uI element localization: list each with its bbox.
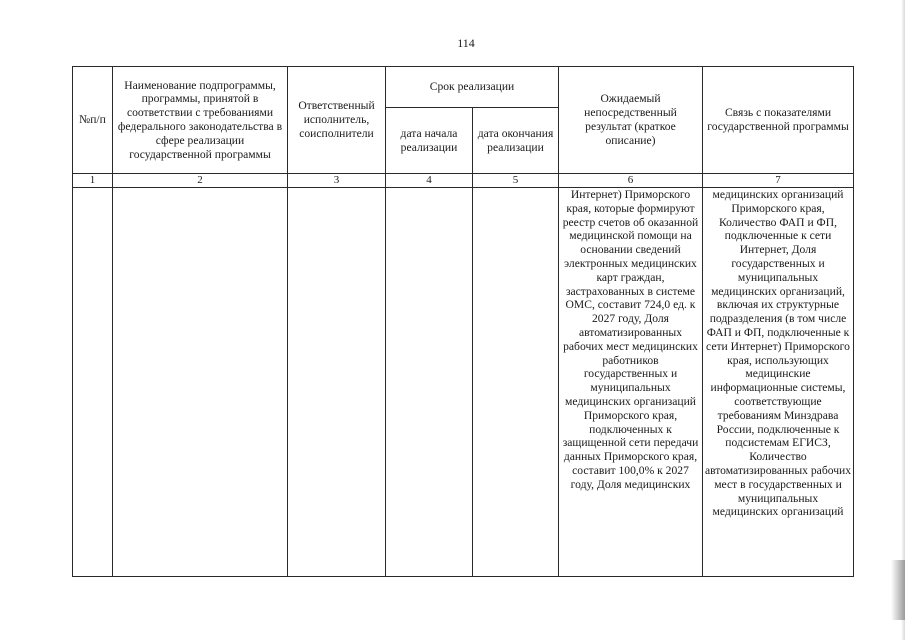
cell-responsible — [288, 188, 386, 577]
header-row — [73, 67, 854, 108]
scan-edge — [901, 0, 905, 640]
cell-start-date — [386, 188, 473, 577]
page-number: 114 — [457, 36, 475, 50]
header-end-date: дата окончания реализации — [473, 108, 559, 174]
header-responsible: Ответственный исполнитель, соисполнители — [288, 67, 386, 174]
column-number: 2 — [113, 174, 288, 188]
cell-program-name — [113, 188, 288, 577]
cell-expected-result: Интернет) Приморского края, которые формируют реестр счетов об оказанной медицинской помощи на основании сведений электронных медицинских карт граждан, застрахованных в системе ОМС, составит 724,0 ед. к 2027 году, Доля автоматизированных рабочих мест медицинских работников государственных и муниципальных медицинских организаций Приморского края, подключенных к защищенной сети передачи данных Приморского края, составит 100,0% к 2027 году, Доля медицинских — [559, 188, 703, 577]
cell-indicators-link: медицинских организаций Приморского края, Количество ФАП и ФП, подключенные к сети Интернет, Доля государственных и муниципальных медицинских организаций, включая их структурные подразделения (в том числе ФАП и ФП, подключенные к сети Интернет) Приморского края, использующих медицинские информационные системы, соответствующие требованиям Минздрава России, подключенные к подсистемам ЕГИСЗ, Количество автоматизированных рабочих мест в государственных и муниципальных медицинских организаций — [703, 188, 854, 577]
table-row — [73, 188, 854, 577]
column-number-row — [73, 174, 854, 188]
cell-number — [73, 188, 113, 577]
column-number: 1 — [73, 174, 113, 188]
column-number: 4 — [386, 174, 473, 188]
program-table — [72, 66, 854, 577]
header-period: Срок реализации — [386, 67, 559, 108]
header-program-name: Наименование подпрограммы, программы, принятой в соответствии с требованиями федерального законодательства в сфере реализации государственной программы — [113, 67, 288, 174]
column-number: 3 — [288, 174, 386, 188]
scan-shadow — [891, 560, 905, 620]
header-expected-result: Ожидаемый непосредственный результат (краткое описание) — [559, 67, 703, 174]
header-number: №п/п — [73, 67, 113, 174]
column-number: 6 — [559, 174, 703, 188]
header-indicators-link: Связь с показателями государственной программы — [703, 67, 854, 174]
header-start-date: дата начала реализации — [386, 108, 473, 174]
cell-end-date — [473, 188, 559, 577]
column-number: 5 — [473, 174, 559, 188]
column-number: 7 — [703, 174, 854, 188]
